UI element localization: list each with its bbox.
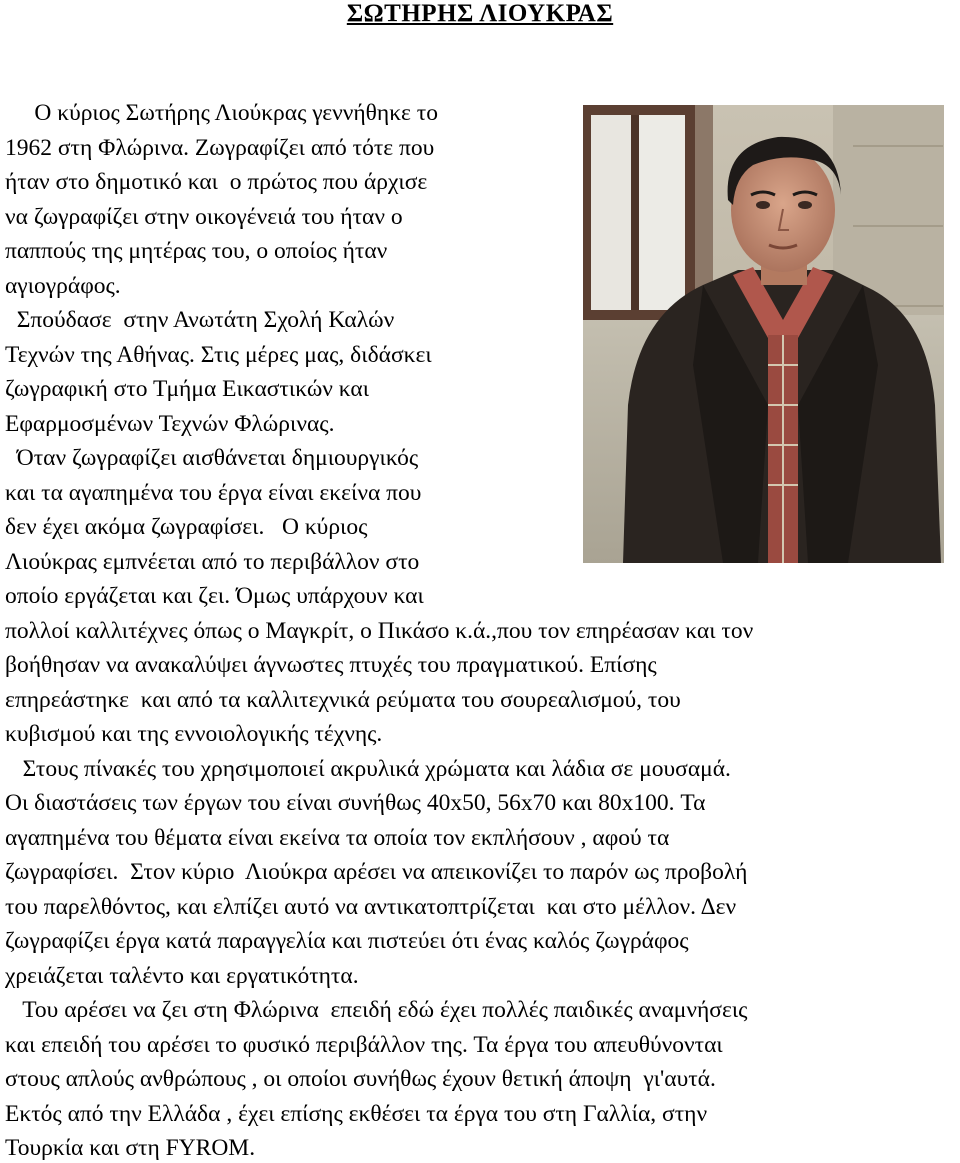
body-text-line: να ζωγραφίζει στην οικογένειά του ήταν ο	[5, 203, 403, 230]
body-text-line: 1962 στη Φλώρινα. Ζωγραφίζει από τότε που	[5, 134, 435, 161]
body-text-line: ζωγραφική στο Τμήμα Εικαστικών και	[5, 376, 370, 402]
body-text-line: του παρελθόντος, και ελπίζει αυτό να αντικατοπτρίζεται και στο μέλλον. Δεν	[5, 893, 737, 920]
body-text-line: παππούς της μητέρας του, ο οποίος ήταν	[5, 238, 388, 264]
body-text-line: Τεχνών της Αθήνας. Στις μέρες μας, διδάσκει	[5, 341, 432, 368]
body-text-line: Εφαρμοσμένων Τεχνών Φλώρινας.	[5, 410, 335, 437]
body-text-line: Όταν ζωγραφίζει αισθάνεται δημιουργικός	[5, 445, 419, 471]
body-text-line: αγαπημένα του θέματα είναι εκείνα τα οποία τον εκπλήσουν , αφού τα	[5, 824, 670, 851]
body-text-line: πολλοί καλλιτέχνες όπως ο Μαγκρίτ, ο Πικάσο κ.ά.,που τον επηρέασαν και τον	[5, 617, 754, 644]
body-text-line: Του αρέσει να ζει στη Φλώρινα επειδή εδώ έχει πολλές παιδικές αναμνήσεις	[5, 997, 748, 1023]
body-text-line: ζωγραφίζει έργα κατά παραγγελία και πιστεύει ότι ένας καλός ζωγράφος	[5, 928, 689, 954]
body-text-line: οποίο εργάζεται και ζει. Όμως υπάρχουν και	[5, 583, 424, 609]
body-text-line: και τα αγαπημένα του έργα είναι εκείνα που	[5, 479, 422, 506]
page-title: ΣΩΤΗΡΗΣ ΛΙΟΥΚΡΑΣ	[346, 0, 614, 27]
body-text-line: δεν έχει ακόμα ζωγραφίσει. Ο κύριος	[5, 514, 368, 540]
body-text-line: και επειδή του αρέσει το φυσικό περιβάλλον της. Τα έργα του απευθύνονται	[5, 1031, 723, 1058]
body-text-line: Εκτός από την Ελλάδα , έχει επίσης εκθέσει τα έργα του στη Γαλλία, στην	[5, 1100, 708, 1127]
body-text-line: ήταν στο δημοτικό και ο πρώτος που άρχισε	[5, 169, 428, 195]
body-text-line: αγιογράφος.	[5, 272, 121, 299]
body-text-line: Τουρκία και στη FYROM.	[5, 1135, 256, 1161]
body-text-line: Οι διαστάσεις των έργων του είναι συνήθως 40x50, 56x70 και 80x100. Τα	[5, 790, 706, 816]
body-text-line: επηρεάστηκε και από τα καλλιτεχνικά ρεύματα του σουρεαλισμού, του	[5, 686, 681, 713]
body-text-line: στους απλούς ανθρώπους , οι οποίοι συνήθως έχουν θετική άποψη γι'αυτά.	[5, 1066, 716, 1092]
body-text-line: Λιούκρας εμπνέεται από το περιβάλλον στο	[5, 548, 420, 575]
body-text-line: βοήθησαν να ανακαλύψει άγνωστες πτυχές του πραγματικού. Επίσης	[5, 652, 657, 678]
body-text-line: ζωγραφίσει. Στον κύριο Λιούκρα αρέσει να απεικονίζει το παρόν ως προβολή	[5, 859, 748, 885]
body-text-line: Σπούδασε στην Ανωτάτη Σχολή Καλών	[5, 307, 395, 333]
body-text-line: κυβισμού και της εννοιολογικής τέχνης.	[5, 721, 383, 747]
portrait-photo	[583, 105, 944, 563]
body-text-line: Ο κύριος Σωτήρης Λιούκρας γεννήθηκε το	[5, 100, 438, 126]
body-text-line: Στους πίνακές του χρησιμοποιεί ακρυλικά χρώματα και λάδια σε μουσαμά.	[5, 755, 731, 782]
body-text-line: χρειάζεται ταλέντο και εργατικότητα.	[5, 962, 359, 989]
